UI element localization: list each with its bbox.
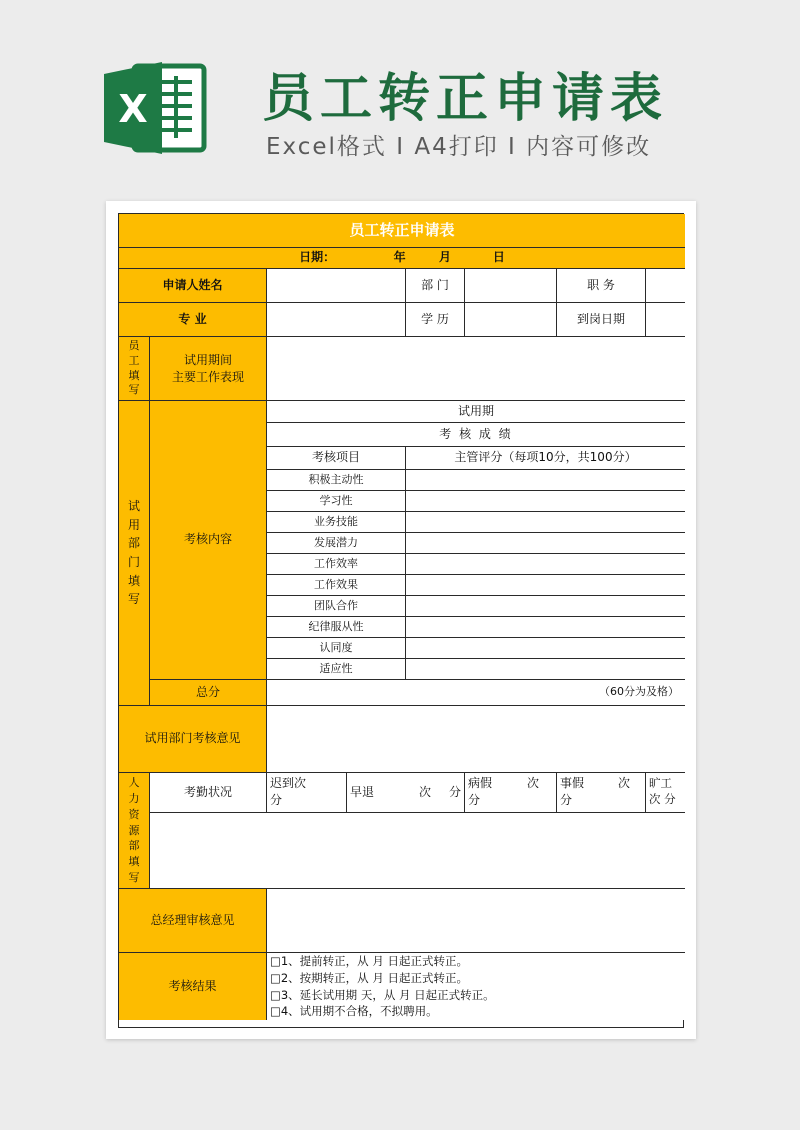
applicant-name-field[interactable]: [267, 269, 406, 303]
date-line: 日期： 年 月 日: [119, 248, 685, 269]
result-option-extend[interactable]: □3、延长试用期 天，从 月 日起正式转正。: [270, 987, 495, 1002]
assessment-content-label: 考核内容: [150, 401, 267, 680]
item-score-field[interactable]: [406, 512, 685, 533]
excel-logo-icon: [100, 58, 208, 158]
item-label: 认同度: [267, 638, 406, 659]
item-label: 学习性: [267, 491, 406, 512]
item-score-field[interactable]: [406, 596, 685, 617]
probation-dept-fill-label: 试 用 部 门 填 写: [119, 401, 150, 706]
item-label: 团队合作: [267, 596, 406, 617]
item-label: 业务技能: [267, 512, 406, 533]
personal-leave-cell[interactable]: 事假 次 分: [557, 773, 646, 813]
total-label: 总分: [150, 680, 267, 706]
result-option-reject[interactable]: □4、试用期不合格，不拟聘用。: [270, 1004, 438, 1019]
item-label: 工作效果: [267, 575, 406, 596]
passing-note: （60分为及格）: [267, 680, 685, 706]
assessment-score-header: 考 核 成 绩: [267, 423, 685, 447]
logo-letter: X: [118, 87, 148, 131]
assessment-item-header: 考核项目: [267, 447, 406, 470]
arrival-date-label: 到岗日期: [557, 303, 646, 337]
item-score-field[interactable]: [406, 491, 685, 512]
absent-cell[interactable]: 旷工 次 分: [646, 773, 685, 813]
probation-work-field[interactable]: [267, 337, 685, 401]
result-option-early[interactable]: □1、提前转正，从 月 日起正式转正。: [270, 954, 468, 969]
hr-notes-field[interactable]: [150, 813, 685, 889]
gm-opinion-label: 总经理审核意见: [119, 889, 267, 953]
position-label: 职 务: [557, 269, 646, 303]
result-option-ontime[interactable]: □2、按期转正，从 月 日起正式转正。: [270, 970, 468, 985]
page-subtitle: Excel格式 I A4打印 I 内容可修改: [266, 134, 652, 160]
applicant-name-label: 申请人姓名: [119, 269, 267, 303]
major-label: 专 业: [119, 303, 267, 337]
result-options: [267, 953, 685, 1020]
department-field[interactable]: [465, 269, 557, 303]
item-label: 发展潜力: [267, 533, 406, 554]
item-label: 纪律服从性: [267, 617, 406, 638]
dept-opinion-label: 试用部门考核意见: [119, 706, 267, 773]
manager-score-header: 主管评分（每项10分，共100分）: [406, 447, 685, 470]
hr-fill-label: 人 力 资 源 部 填 写: [119, 773, 150, 889]
page-title: 员工转正申请表: [262, 69, 669, 129]
employee-fill-label: 员 工 填 写: [119, 337, 150, 401]
position-field[interactable]: [646, 269, 685, 303]
item-score-field[interactable]: [406, 554, 685, 575]
item-score-field[interactable]: [406, 617, 685, 638]
dept-opinion-field[interactable]: [267, 706, 685, 773]
item-score-field[interactable]: [406, 638, 685, 659]
form-title: 员工转正申请表: [119, 214, 685, 248]
education-label: 学 历: [406, 303, 465, 337]
item-label: 适应性: [267, 659, 406, 680]
sick-leave-cell[interactable]: 病假 次 分: [465, 773, 557, 813]
item-score-field[interactable]: [406, 659, 685, 680]
department-label: 部 门: [406, 269, 465, 303]
item-score-field[interactable]: [406, 533, 685, 554]
item-score-field[interactable]: [406, 470, 685, 491]
probation-work-label: 试用期间 主要工作表现: [150, 337, 267, 401]
early-leave-cell[interactable]: 早退 次 分: [347, 773, 465, 813]
gm-opinion-field[interactable]: [267, 889, 685, 953]
item-label: 积极主动性: [267, 470, 406, 491]
application-form-table: [118, 213, 684, 1028]
result-label: 考核结果: [119, 953, 267, 1020]
late-cell[interactable]: 迟到 次 分: [267, 773, 347, 813]
arrival-date-field[interactable]: [646, 303, 685, 337]
attendance-label: 考勤状况: [150, 773, 267, 813]
education-field[interactable]: [465, 303, 557, 337]
item-label: 工作效率: [267, 554, 406, 575]
probation-period-header: 试用期: [267, 401, 685, 423]
major-field[interactable]: [267, 303, 406, 337]
item-score-field[interactable]: [406, 575, 685, 596]
